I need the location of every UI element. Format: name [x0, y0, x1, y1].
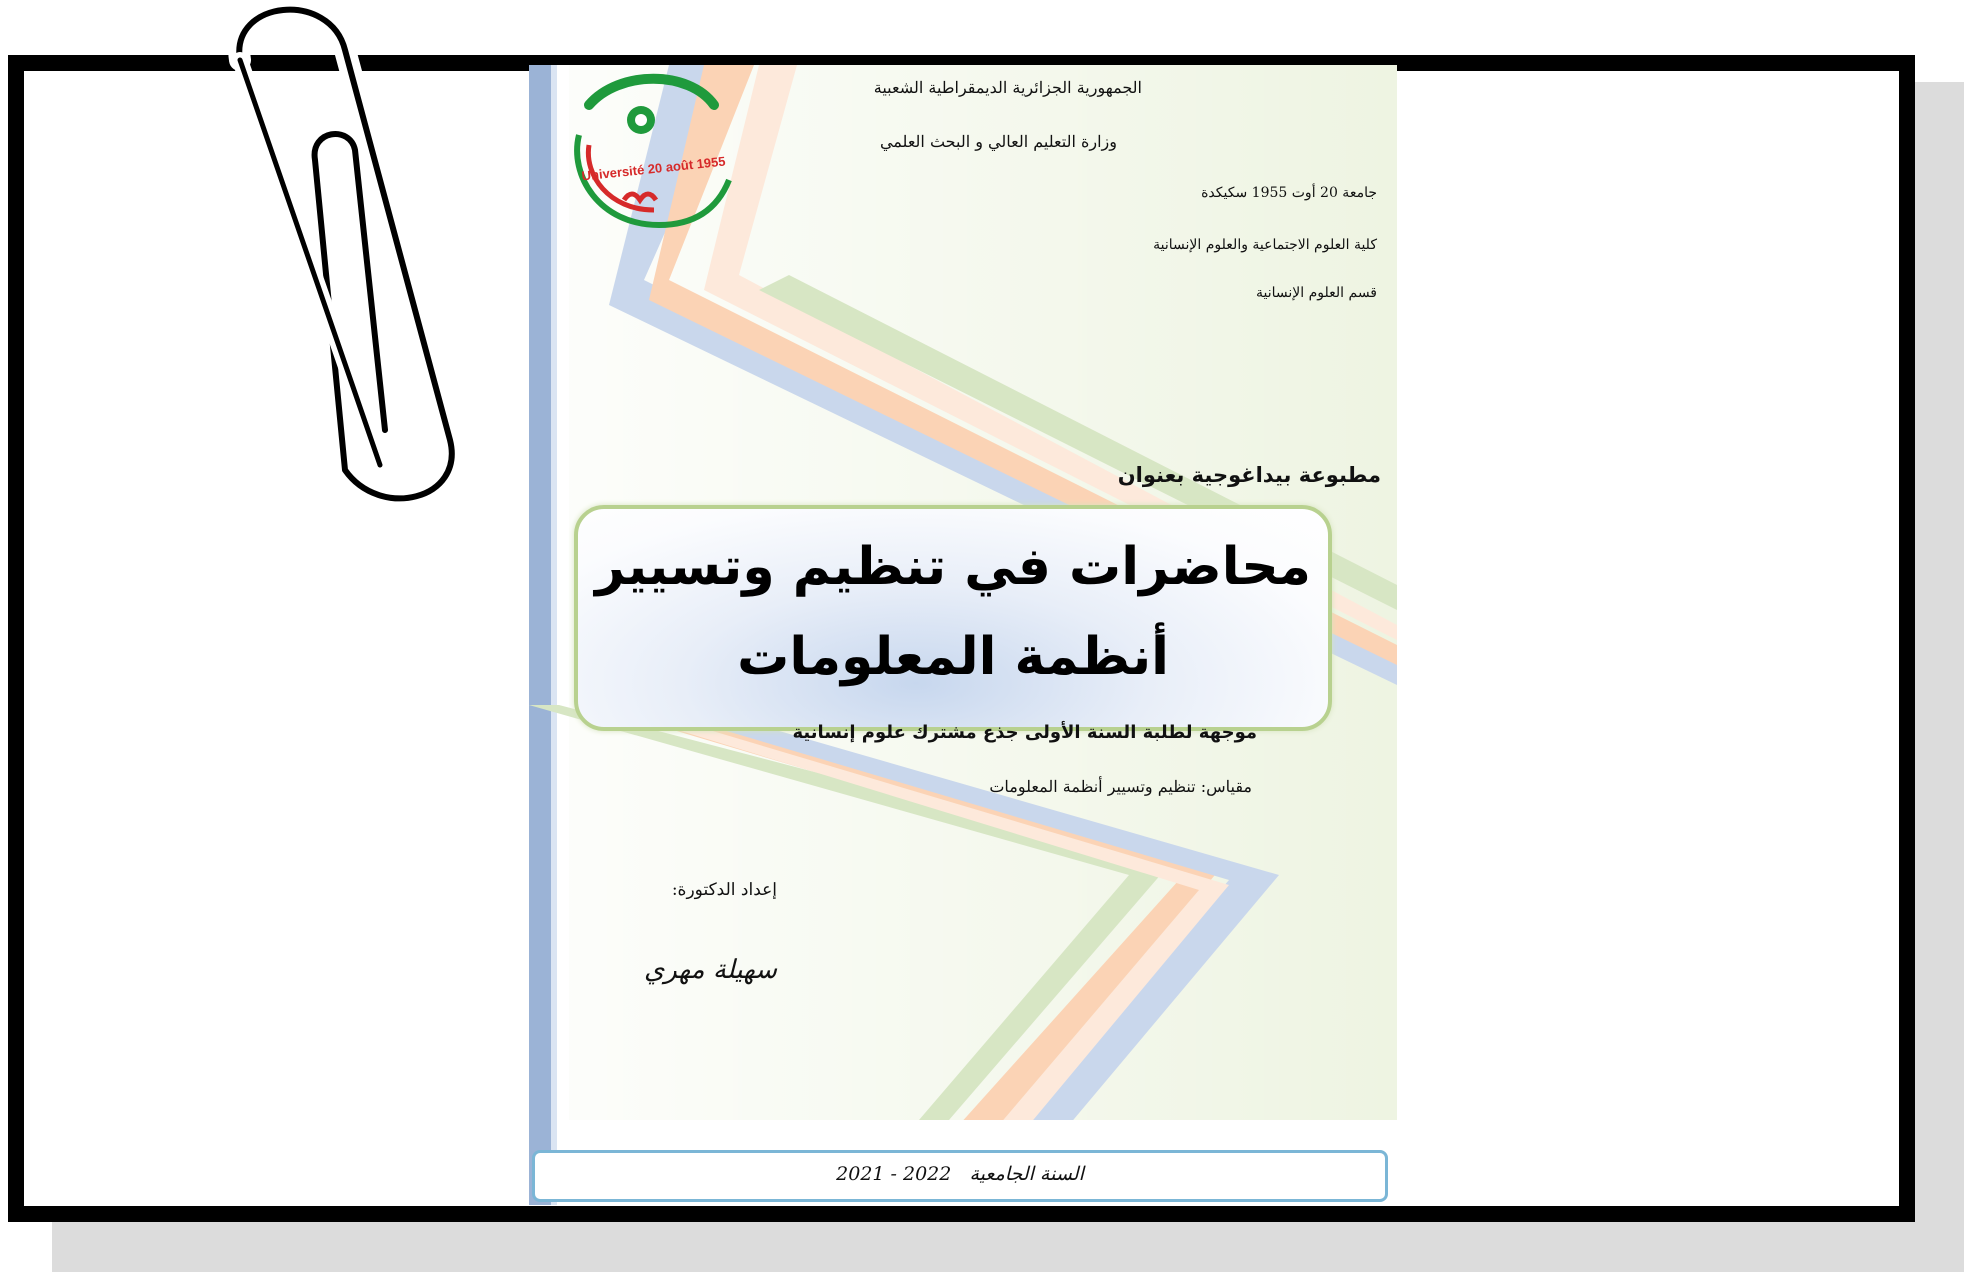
prepared-by-label: إعداد الدكتورة:	[671, 880, 777, 900]
document-cover	[529, 65, 1397, 1205]
logo-text: Université 20 août 1955	[580, 153, 727, 184]
republic-name: الجمهورية الجزائرية الديمقراطية الشعبية	[873, 78, 1142, 97]
title-line-1: محاضرات في تنظيم وتسيير	[595, 537, 1311, 597]
academic-year-box	[532, 1150, 1388, 1202]
academic-year-label: السنة الجامعية	[969, 1163, 1084, 1185]
academic-year-value: 2021 - 2022	[836, 1163, 952, 1185]
faculty-name: كلية العلوم الاجتماعية والعلوم الإنسانية	[1153, 237, 1377, 253]
author-name: سهيلة مهري	[643, 955, 777, 985]
academic-year	[535, 1163, 1385, 1185]
cover-spine	[529, 65, 551, 1205]
department-name: قسم العلوم الإنسانية	[1256, 285, 1377, 301]
audience-line: موجهة لطلبة السنة الأولى جذع مشترك علوم إنسانية	[792, 722, 1257, 743]
document-kind: مطبوعة بيداغوجية بعنوان	[1117, 463, 1381, 487]
university-name: جامعة 20 أوت 1955 سكيكدة	[1201, 185, 1377, 201]
title-line-2: أنظمة المعلومات	[737, 627, 1169, 687]
paperclip-icon	[220, 0, 460, 520]
ministry-name: وزارة التعليم العالي و البحث العلمي	[879, 132, 1117, 151]
title-box	[574, 505, 1332, 731]
module-line: مقياس: تنظيم وتسيير أنظمة المعلومات	[989, 777, 1252, 796]
